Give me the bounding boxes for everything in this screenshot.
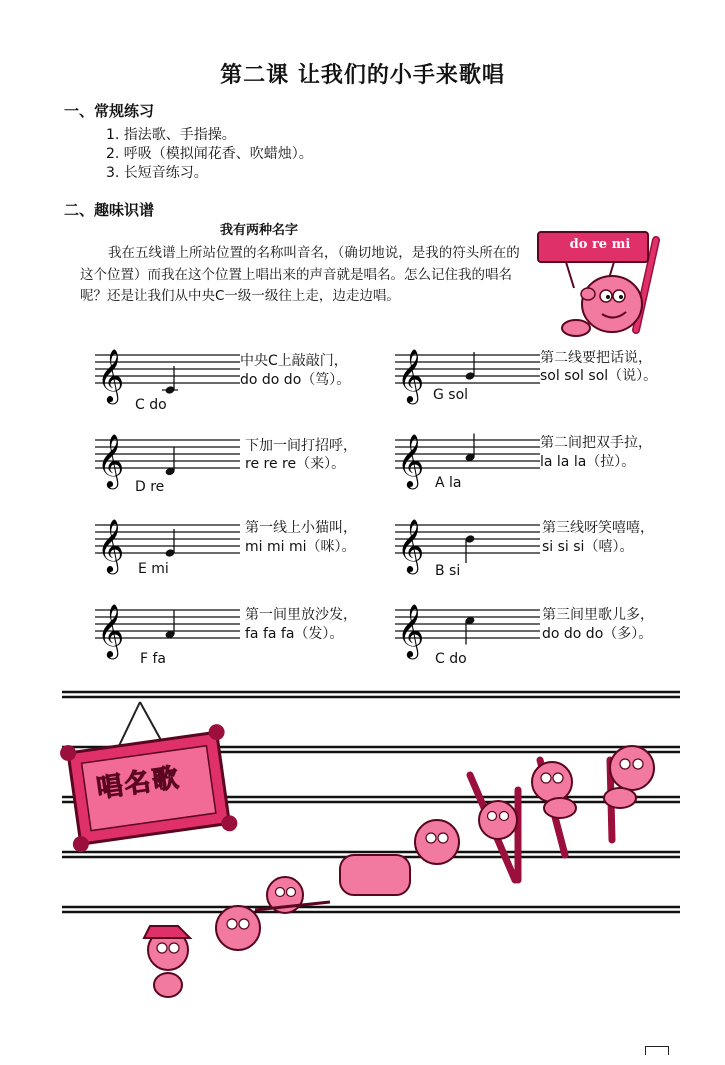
staff-f-fa xyxy=(95,602,255,662)
note-label: F fa xyxy=(140,651,167,667)
section-heading-routine: 一、常规练习 xyxy=(64,102,155,120)
treble-clef-icon: 𝄞 xyxy=(97,348,125,402)
treble-clef-icon: 𝄞 xyxy=(397,433,425,487)
list-item: 1. 指法歌、手指操。 xyxy=(106,127,236,143)
lyric-line: mi mi mi（咪）。 xyxy=(245,539,356,555)
lyric-line: 第一间里放沙发， xyxy=(245,607,357,623)
song-sign-text: 唱名歌 xyxy=(94,762,183,805)
lyric-line: 第二线要把话说， xyxy=(540,350,652,366)
treble-clef-icon: 𝄞 xyxy=(97,518,125,572)
lyric-line: 中央C上敲敲门， xyxy=(240,353,348,369)
staff-d-re xyxy=(95,432,255,492)
lyric-line: 第二间把双手拉， xyxy=(540,435,652,451)
staff-c-do xyxy=(95,347,255,407)
page-title: 第二课 让我们的小手来歌唱 xyxy=(220,63,505,88)
lyric-line: do do do（多）。 xyxy=(542,626,653,642)
lyric-line: fa fa fa（发）。 xyxy=(245,626,344,642)
treble-clef-icon: 𝄞 xyxy=(397,603,425,657)
list-item: 2. 呼吸（模拟闻花香、吹蜡烛）。 xyxy=(106,146,313,162)
lyric-line: do do do（笃）。 xyxy=(240,372,351,388)
intro-paragraph: 我在五线谱上所站位置的名称叫音名，（确切地说，是我的符头所在的这个位置）而我在这个位置上唱出来的声音就是唱名。怎么记住我的唱名呢？还是让我们从中央C一级一级往上走，边走边唱。 xyxy=(80,245,520,304)
lyric-line: sol sol sol（说）。 xyxy=(540,368,658,384)
note-label: D re xyxy=(135,479,165,495)
treble-clef-icon: 𝄞 xyxy=(397,348,425,402)
list-item: 3. 长短音练习。 xyxy=(106,165,208,181)
note-label: A la xyxy=(435,475,462,491)
singing-characters-illustration xyxy=(0,680,725,1010)
staff-e-mi xyxy=(95,517,255,577)
note-label: E mi xyxy=(138,561,169,577)
staff-a-la xyxy=(395,432,555,492)
section-heading-notation: 二、趣味识谱 xyxy=(64,201,155,219)
lyric-line: 第三线呀笑嘻嘻， xyxy=(542,520,654,536)
lyric-line: re re re（来）。 xyxy=(245,456,346,472)
treble-clef-icon: 𝄞 xyxy=(97,603,125,657)
staff-c-do-high xyxy=(395,602,555,662)
staff-g-sol xyxy=(395,347,555,407)
staff-b-si xyxy=(395,517,555,577)
note-label: B si xyxy=(435,563,461,579)
treble-clef-icon: 𝄞 xyxy=(97,433,125,487)
treble-clef-icon: 𝄞 xyxy=(397,518,425,572)
lyric-line: 下加一间打招呼， xyxy=(245,438,357,454)
note-label: G sol xyxy=(433,387,469,403)
note-label: C do xyxy=(135,397,167,413)
note-label: C do xyxy=(435,651,467,667)
lyric-line: 第一线上小猫叫， xyxy=(245,520,357,536)
lyric-line: si si si（嘻）。 xyxy=(542,539,634,555)
do-re-mi-sign-text: do re mi xyxy=(569,237,631,252)
subsection-title: 我有两种名字 xyxy=(220,223,299,238)
lyric-line: la la la（拉）。 xyxy=(540,454,636,470)
lyric-line: 第三间里歌儿多， xyxy=(542,607,654,623)
page-corner-mark xyxy=(645,1046,669,1055)
